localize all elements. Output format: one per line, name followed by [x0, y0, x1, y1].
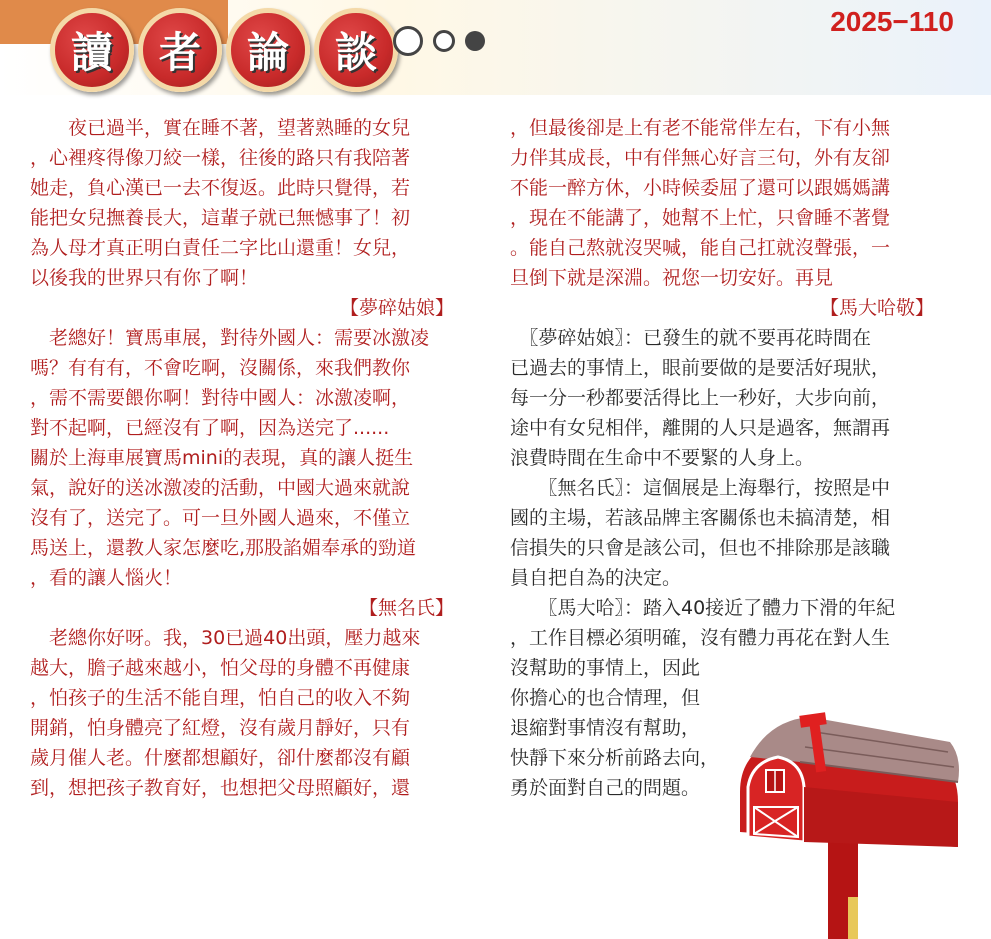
- letter-1: 夜已過半，實在睡不著，望著熟睡的女兒 ，心裡疼得像刀絞一樣，往後的路只有我陪著 她走，負心漢已一去不復返。此時只覺得，若 能把女兒撫養長大，這輩子就已無憾事了！初 為人母才真正明白責任二字比山還重！女兒， 以後我的世界只有你了啊！: [30, 117, 411, 289]
- issue-number: 2025−110: [830, 6, 954, 37]
- mailbox-illustration: [730, 712, 965, 939]
- decorative-dots: [393, 26, 485, 56]
- signature-2: 【無名氏】: [358, 597, 454, 619]
- reply-2: 〖無名氏〗：這個展是上海舉行，按照是中 國的主場，若該品牌主客關係也未搞清楚，相 信損失的只會是該公司，但也不排除那是該職 員自把自為的決定。: [510, 477, 891, 589]
- signature-1: 【夢碎姑娘】: [339, 297, 454, 319]
- title-char-3: 論: [226, 8, 310, 92]
- filled-dot-icon: [465, 31, 485, 51]
- letter-2: 老總好！寶馬車展，對待外國人：需要冰激凌 嗎？有有有，不會吃啊，沒關係，來我們教你 ，需不需要餵你啊！對待中國人：冰激凌啊， 對不起啊，已經沒有了啊，因為送完了...... 關於上海車展寶馬mini的表現，真的讓人挺生 氣，說好的送冰激凌的活動，中國大過來就說 沒有了，送完了。可一旦外國人過來，不僅立 馬送上，還教人家怎麼吃,那股諂媚奉承的勁道 ，看的讓人惱火！: [30, 327, 430, 589]
- letter-3: 老總你好呀。我，30已過40出頭，壓力越來 越大，膽子越來越小，怕父母的身體不再健康 ，怕孩子的生活不能自理，怕自己的收入不夠 開銷，怕身體亮了紅燈，沒有歲月靜好，只有 歲月催人老。什麼都想顧好，卻什麼都沒有顧 到，想把孩子教育好，也想把父母照顧好，還: [30, 627, 421, 799]
- left-column: [30, 113, 482, 803]
- reply-1: 〖夢碎姑娘〗：已發生的就不要再花時間在 已過去的事情上，眼前要做的是要活好現狀， 每一分一秒都要活得比上一秒好，大步向前， 途中有女兒相伴，離開的人只是過客，無謂再 浪費時間在生命中不要緊的人身上。: [510, 327, 891, 469]
- title-char-1: 讀: [50, 8, 134, 92]
- right-column: [510, 113, 962, 803]
- reply-3-rest: 沒幫助的事情上，因此 你擔心的也合情理，但 退縮對事情沒有幫助， 快靜下來分析前路去向， 勇於面對自己的問題。: [510, 657, 720, 799]
- title-char-2: 者: [138, 8, 222, 92]
- signature-3: 【馬大哈敬】: [819, 297, 934, 319]
- small-ring-icon: [433, 30, 455, 52]
- large-ring-icon: [393, 26, 423, 56]
- column-title: [50, 8, 398, 92]
- title-char-4: 談: [314, 8, 398, 92]
- reply-3-lead: 〖馬大哈〗：踏入40接近了體力下滑的年紀 ，工作目標必須明確，沒有體力再花在對人生: [510, 597, 896, 649]
- letter-3-continued: ，但最後卻是上有老不能常伴左右，下有小無 力伴其成長，中有伴無心好言三句，外有友卻 不能一醉方休，小時候委屈了還可以跟媽媽講 ，現在不能講了，她幫不上忙，只會睡不著覺 。能自己熬就沒哭喊，能自己扛就沒聲張，一 旦倒下就是深淵。祝您一切安好。再見: [510, 117, 891, 289]
